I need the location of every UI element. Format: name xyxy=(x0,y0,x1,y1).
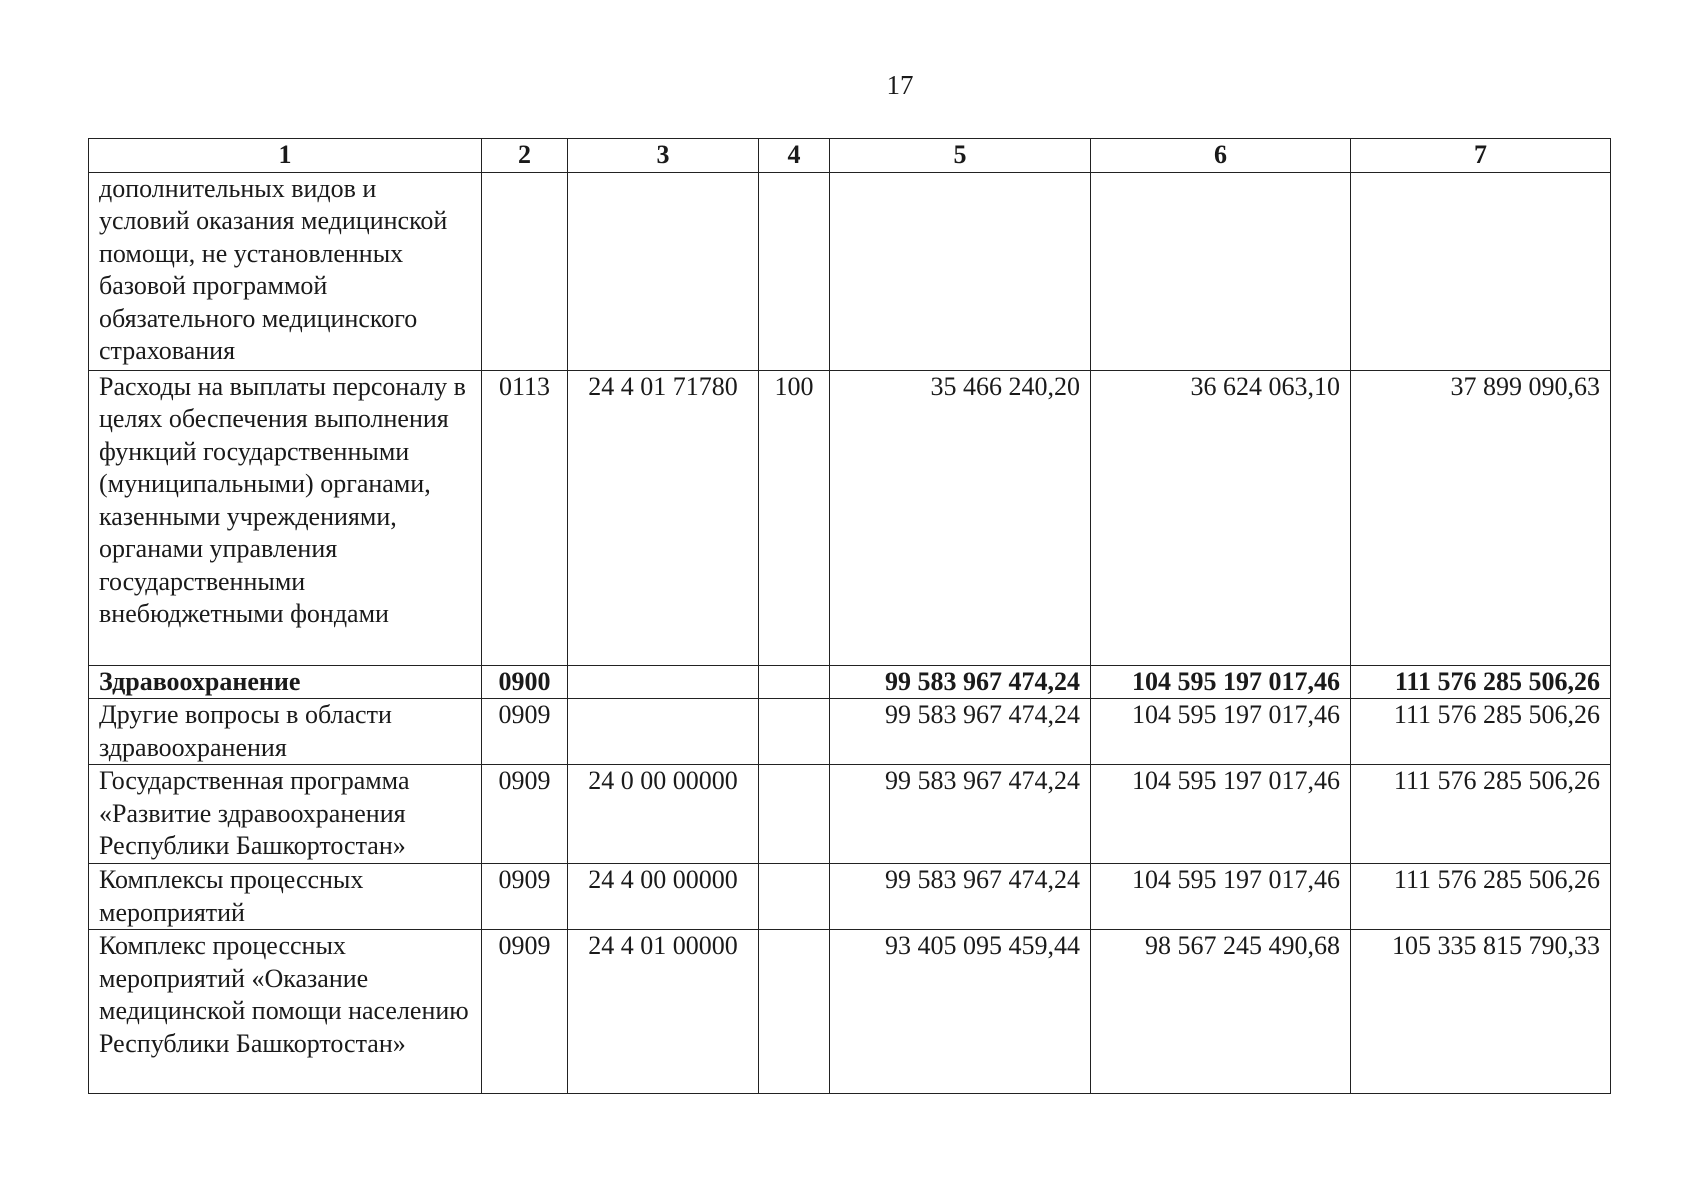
section-code: 0909 xyxy=(482,930,568,1094)
page-number: 17 xyxy=(886,70,914,100)
table-row xyxy=(89,765,1611,864)
amount-year-3: 111 576 285 506,26 xyxy=(1351,765,1611,864)
amount-year-3: 105 335 815 790,33 xyxy=(1351,930,1611,1094)
expense-type xyxy=(759,765,830,864)
amount-year-1: 35 466 240,20 xyxy=(830,370,1091,665)
expense-type xyxy=(759,172,830,370)
section-code: 0909 xyxy=(482,699,568,765)
expense-type: 100 xyxy=(759,370,830,665)
target-code xyxy=(568,699,759,765)
section-code: 0900 xyxy=(482,665,568,699)
amount-year-2: 36 624 063,10 xyxy=(1091,370,1351,665)
amount-year-1: 99 583 967 474,24 xyxy=(830,665,1091,699)
table-row xyxy=(89,172,1611,370)
row-name: Расходы на выплаты персоналу в целях обеспечения выполнения функций государственными (муниципальными) органами, казенными учреждениями, органами управления государственными внебюджетными фондами xyxy=(89,370,482,665)
column-header: 6 xyxy=(1091,139,1351,173)
amount-year-3 xyxy=(1351,172,1611,370)
amount-year-3: 111 576 285 506,26 xyxy=(1351,864,1611,930)
row-name: Здравоохранение xyxy=(89,665,482,699)
row-name: Государственная программа «Развитие здравоохранения Республики Башкортостан» xyxy=(89,765,482,864)
target-code: 24 4 01 71780 xyxy=(568,370,759,665)
column-header: 2 xyxy=(482,139,568,173)
row-name: дополнительных видов и условий оказания медицинской помощи, не установленных базовой программой обязательного медицинского страхования xyxy=(89,172,482,370)
column-header: 4 xyxy=(759,139,830,173)
amount-year-3: 111 576 285 506,26 xyxy=(1351,699,1611,765)
target-code: 24 4 01 00000 xyxy=(568,930,759,1094)
table-row xyxy=(89,930,1611,1094)
table-row xyxy=(89,864,1611,930)
target-code: 24 0 00 00000 xyxy=(568,765,759,864)
amount-year-3: 111 576 285 506,26 xyxy=(1351,665,1611,699)
amount-year-1: 93 405 095 459,44 xyxy=(830,930,1091,1094)
row-name: Комплекс процессных мероприятий «Оказание медицинской помощи населению Республики Башкортостан» xyxy=(89,930,482,1094)
expense-type xyxy=(759,864,830,930)
target-code xyxy=(568,665,759,699)
column-header: 3 xyxy=(568,139,759,173)
table-row-total xyxy=(89,665,1611,699)
amount-year-2: 104 595 197 017,46 xyxy=(1091,765,1351,864)
column-header: 1 xyxy=(89,139,482,173)
amount-year-2: 104 595 197 017,46 xyxy=(1091,864,1351,930)
amount-year-2: 98 567 245 490,68 xyxy=(1091,930,1351,1094)
budget-table xyxy=(88,138,1611,1094)
amount-year-2: 104 595 197 017,46 xyxy=(1091,665,1351,699)
amount-year-1: 99 583 967 474,24 xyxy=(830,864,1091,930)
table-row xyxy=(89,370,1611,665)
section-code: 0909 xyxy=(482,765,568,864)
amount-year-1: 99 583 967 474,24 xyxy=(830,765,1091,864)
expense-type xyxy=(759,665,830,699)
section-code: 0113 xyxy=(482,370,568,665)
expense-type xyxy=(759,930,830,1094)
column-header: 7 xyxy=(1351,139,1611,173)
section-code: 0909 xyxy=(482,864,568,930)
table-row xyxy=(89,699,1611,765)
amount-year-3: 37 899 090,63 xyxy=(1351,370,1611,665)
row-name: Другие вопросы в области здравоохранения xyxy=(89,699,482,765)
amount-year-2: 104 595 197 017,46 xyxy=(1091,699,1351,765)
section-code xyxy=(482,172,568,370)
row-name: Комплексы процессных мероприятий xyxy=(89,864,482,930)
target-code xyxy=(568,172,759,370)
expense-type xyxy=(759,699,830,765)
target-code: 24 4 00 00000 xyxy=(568,864,759,930)
amount-year-1 xyxy=(830,172,1091,370)
table-header-row xyxy=(89,139,1611,173)
amount-year-2 xyxy=(1091,172,1351,370)
column-header: 5 xyxy=(830,139,1091,173)
amount-year-1: 99 583 967 474,24 xyxy=(830,699,1091,765)
